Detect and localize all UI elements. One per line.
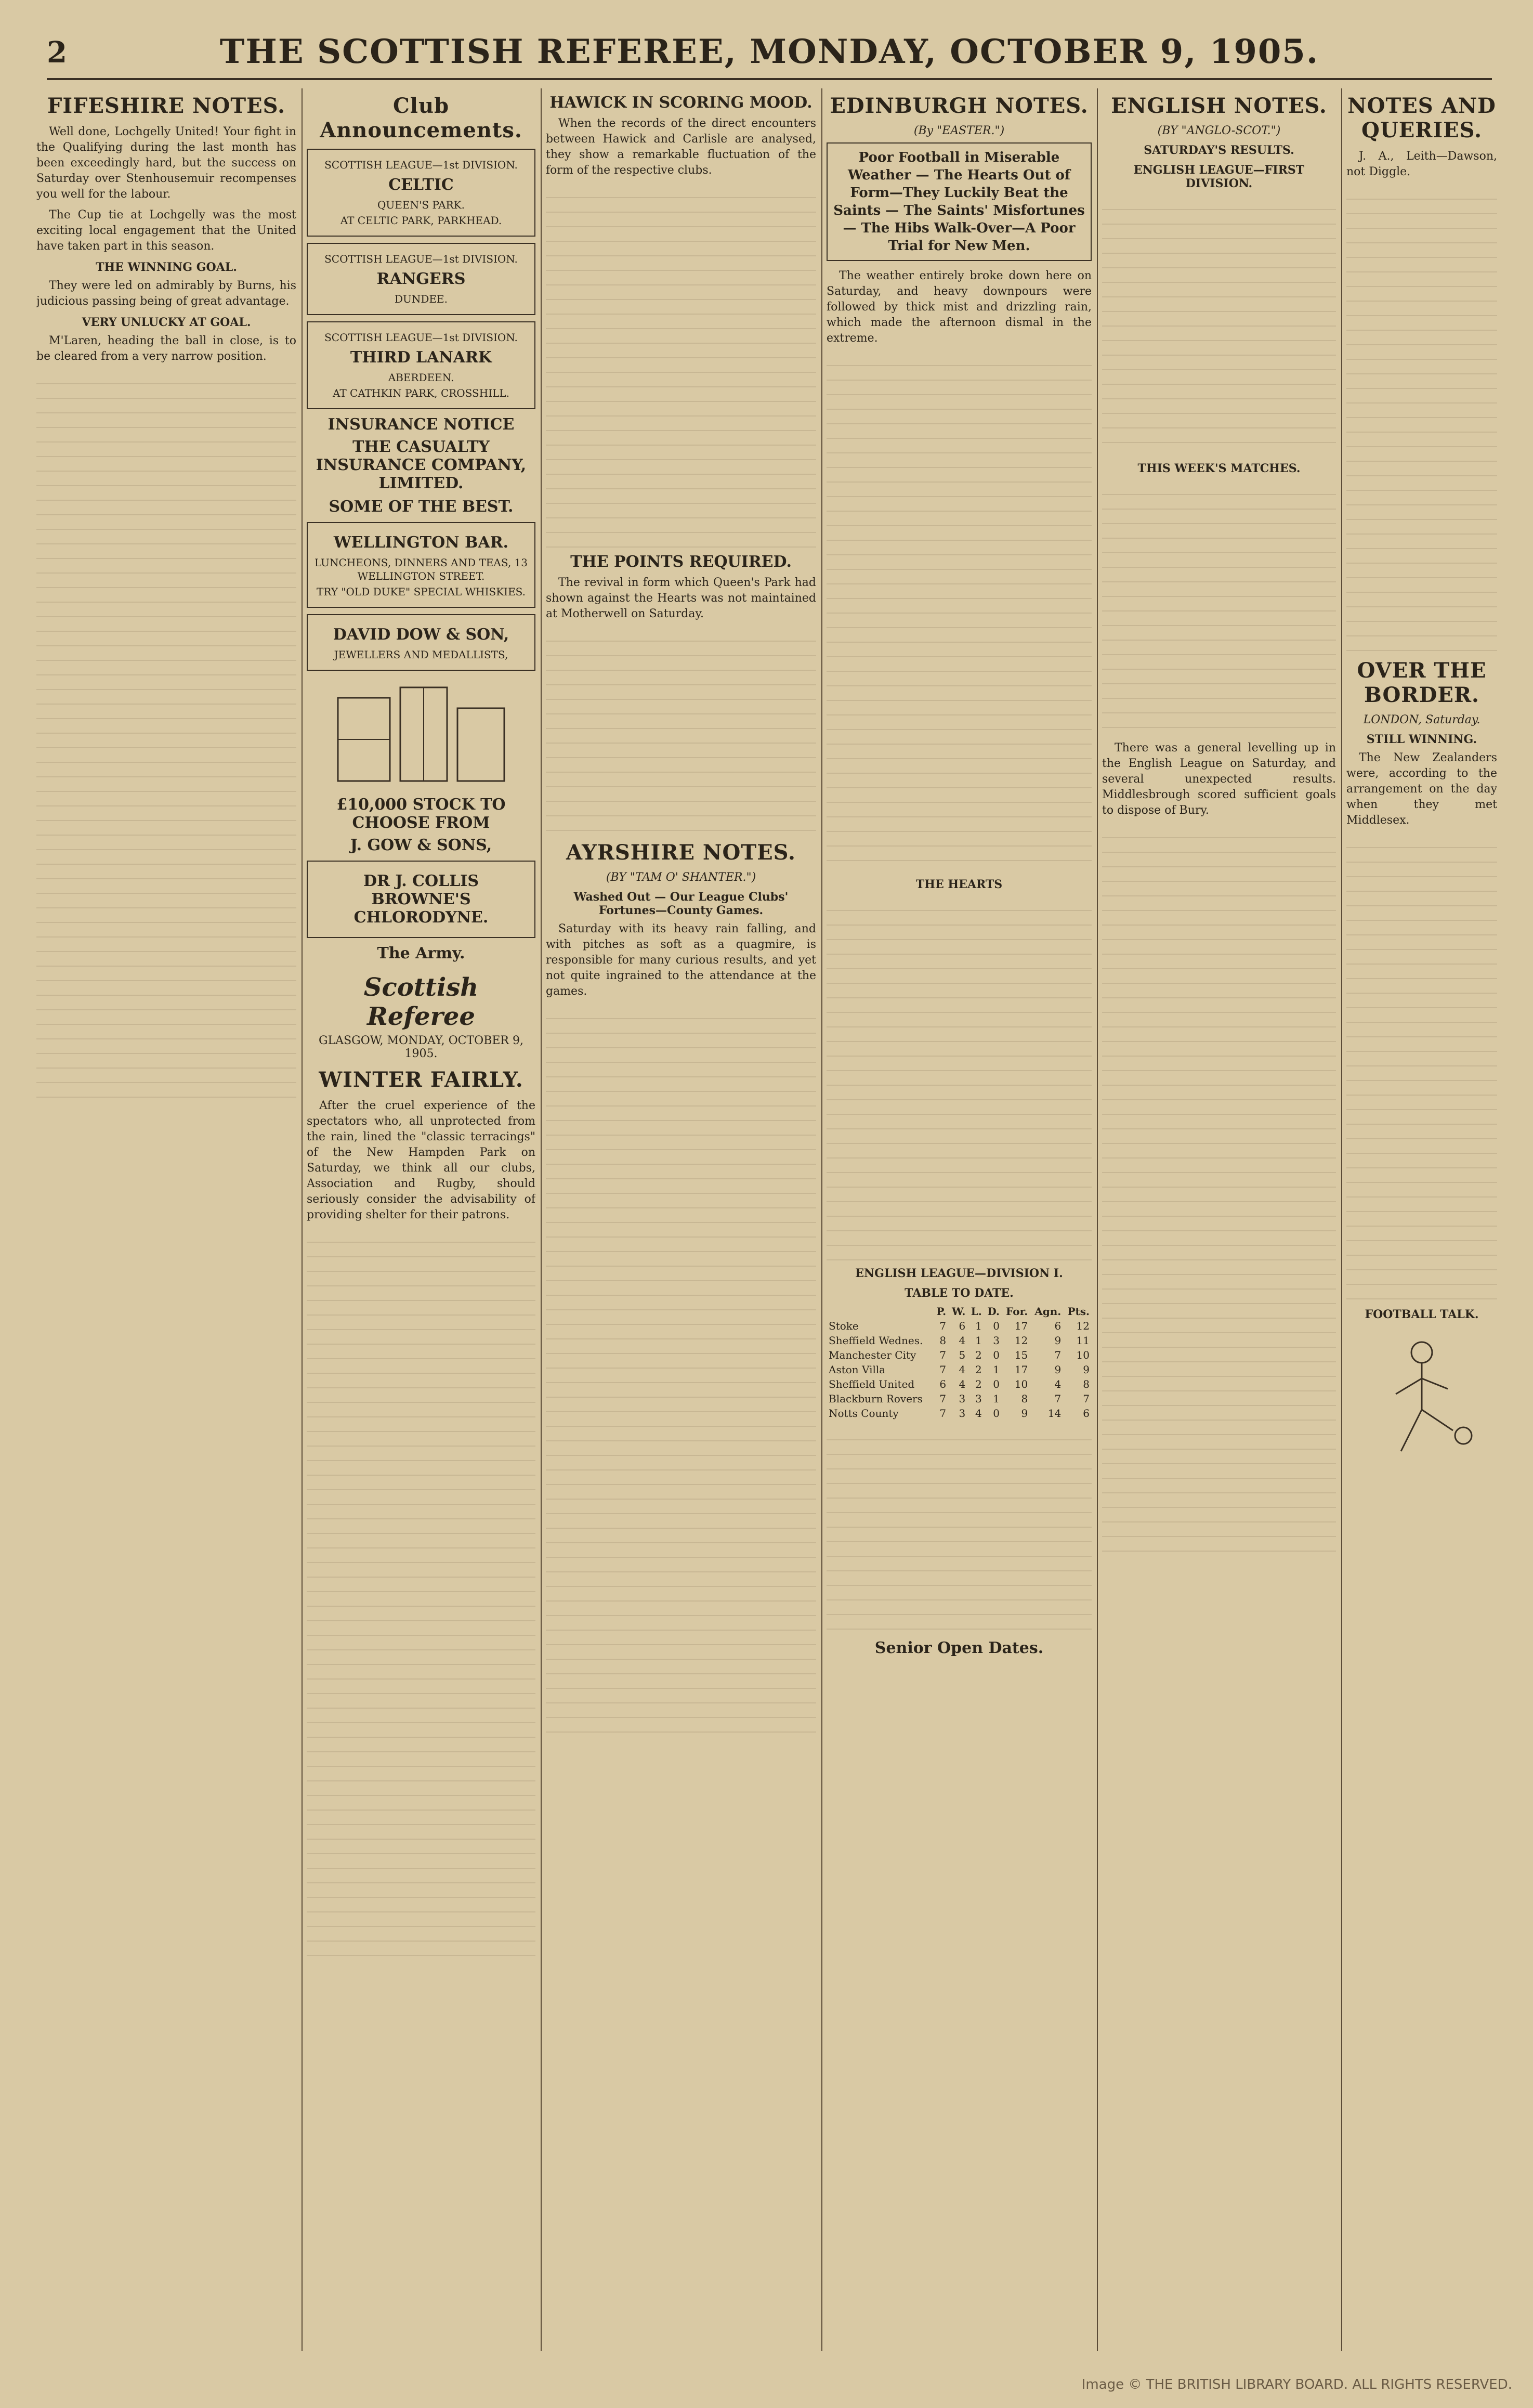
- dow-jewellers-ad: [307, 614, 535, 671]
- ad-line: SCOTTISH LEAGUE—1st DIVISION.: [324, 253, 518, 265]
- table-header-row: [827, 1304, 1092, 1319]
- article-paragraph: The New Zealanders were, according to the arrangement on the day when they met Middlesex.: [1346, 751, 1497, 827]
- table-cell: Blackburn Rovers: [829, 1392, 923, 1405]
- article-heading: OVER THE BORDER.: [1357, 658, 1487, 707]
- article-paragraph: Well done, Lochgelly United! Your fight in the Qualifying during the last month has been exceedingly hard, but the success on Saturday over Stenhousemuir recompenses you well for the labour.: [36, 125, 296, 201]
- table-cell: 7: [939, 1320, 947, 1332]
- ad-line: SCOTTISH LEAGUE—1st DIVISION.: [324, 159, 518, 171]
- table-cell: 17: [1014, 1320, 1028, 1332]
- body-text-block: [546, 627, 816, 835]
- article-heading: FIFESHIRE NOTES.: [47, 94, 286, 118]
- body-text-block: [1346, 834, 1497, 1301]
- article-paragraph: J. A., Leith—Dawson, not Diggle.: [1346, 150, 1497, 178]
- column-edinburgh: [827, 88, 1092, 2351]
- masthead: [47, 21, 1492, 80]
- body-text-block: [546, 1005, 816, 1733]
- section-heading: Club Announcements.: [320, 94, 522, 142]
- ad-line: LUNCHEONS, DINNERS AND TEAS, 13 WELLINGTON STREET.: [314, 556, 528, 582]
- article-heading: NOTES AND QUERIES.: [1347, 94, 1496, 142]
- table-header-cell: L.: [971, 1305, 982, 1318]
- table-cell: Notts County: [829, 1407, 899, 1420]
- article-heading: AYRSHIRE NOTES.: [566, 840, 796, 865]
- article-paragraph: After the cruel experience of the spectators who, all unprotected from the rain, lined the "classic terracings" of the New Hampden Park on Saturday, we think all our clubs, Association and Rugby, should seriously consider the advisability of providing shelter for their patrons.: [307, 1099, 535, 1221]
- subheading: THE WINNING GOAL.: [96, 261, 237, 274]
- table-cell: Stoke: [829, 1320, 859, 1332]
- table-cell: 3: [993, 1334, 1000, 1347]
- table-cell: 9: [1054, 1363, 1062, 1376]
- table-cell: 1: [993, 1363, 1000, 1376]
- table-cell: 4: [959, 1378, 966, 1390]
- newspaper-logo: Scottish Referee: [363, 973, 479, 1031]
- table-cell: 10: [1014, 1378, 1028, 1390]
- body-text-block: [36, 370, 296, 1098]
- table-cell: 0: [993, 1378, 1000, 1390]
- ad-title: CELTIC: [388, 176, 454, 194]
- table-row: [827, 1348, 1092, 1362]
- newspaper-title: THE SCOTTISH REFEREE, MONDAY, OCTOBER 9, 1905.: [219, 32, 1319, 71]
- column-rule: [302, 88, 303, 2351]
- article-paragraph: The Cup tie at Lochgelly was the most exciting local engagement that the United have taken part in this season.: [36, 209, 296, 253]
- ad-line: JEWELLERS AND MEDALLISTS,: [334, 648, 508, 661]
- insurance-title: THE CASUALTY INSURANCE COMPANY, LIMITED.: [316, 438, 527, 492]
- table-cell: Aston Villa: [829, 1363, 886, 1376]
- column-rule: [1341, 88, 1342, 2351]
- ad-title: DAVID DOW & SON,: [333, 626, 509, 644]
- fixtures-list: [1102, 480, 1336, 740]
- table-cell: 0: [993, 1320, 1000, 1332]
- table-row: [827, 1362, 1092, 1377]
- furniture-illustration-icon: [327, 677, 515, 791]
- table-row: [827, 1391, 1092, 1406]
- ad-title: RANGERS: [376, 270, 466, 288]
- ad-line: AT CELTIC PARK, PARKHEAD.: [340, 214, 502, 227]
- table-cell: 6: [1054, 1320, 1062, 1332]
- ad-line: SCOTTISH LEAGUE—1st DIVISION.: [324, 331, 518, 344]
- table-cell: 3: [959, 1392, 966, 1405]
- section-heading: The Army.: [377, 944, 465, 962]
- table-cell: 7: [1054, 1349, 1062, 1361]
- table-cell: 7: [939, 1349, 947, 1361]
- results-list: [1102, 196, 1336, 455]
- column-rule: [541, 88, 542, 2351]
- table-cell: 9: [1054, 1334, 1062, 1347]
- subheading: THE HEARTS: [915, 878, 1003, 891]
- club-ad-celtic: [307, 149, 535, 237]
- table-cell: 1: [975, 1320, 982, 1332]
- article-deck: Washed Out — Our League Clubs' Fortunes—County Games.: [573, 890, 789, 917]
- article-paragraph: The weather entirely broke down here on Saturday, and heavy downpours were followed by thick mist and drizzling rain, which made the afternoon dismal in the extreme.: [827, 269, 1092, 345]
- table-cell: 4: [1054, 1378, 1062, 1390]
- article-paragraph: There was a general levelling up in the English League on Saturday, and several unexpected results. Middlesbrough scored sufficient goals to dispose of Bury.: [1102, 741, 1336, 817]
- section-heading: SOME OF THE BEST.: [329, 498, 514, 516]
- body-text-block: [307, 1228, 535, 1956]
- table-cell: 10: [1076, 1349, 1090, 1361]
- column-english-notes: [1102, 88, 1336, 2351]
- league-table: [827, 1304, 1092, 1421]
- table-subtitle: TABLE TO DATE.: [905, 1286, 1014, 1300]
- ad-title: THIRD LANARK: [350, 348, 492, 367]
- table-row: [827, 1319, 1092, 1333]
- issue-date: GLASGOW, MONDAY, OCTOBER 9, 1905.: [319, 1034, 523, 1060]
- table-cell: 0: [993, 1349, 1000, 1361]
- article-paragraph: The revival in form which Queen's Park had shown against the Hearts was not maintained at Motherwell on Saturday.: [546, 576, 816, 620]
- table-cell: 7: [1083, 1392, 1090, 1405]
- table-header-cell: P.: [936, 1305, 947, 1318]
- article-heading: HAWICK IN SCORING MOOD.: [549, 94, 813, 112]
- table-body: [827, 1319, 1092, 1421]
- table-cell: 7: [1054, 1392, 1062, 1405]
- table-cell: 7: [939, 1407, 947, 1420]
- ad-line: TRY "OLD DUKE" SPECIAL WHISKIES.: [316, 585, 526, 598]
- table-cell: 6: [959, 1320, 966, 1332]
- wellington-bar-ad: [307, 522, 535, 608]
- table-cell: 6: [939, 1378, 947, 1390]
- column-notes-queries: [1346, 88, 1497, 2351]
- table-cell: 11: [1076, 1334, 1090, 1347]
- table-title: ENGLISH LEAGUE—DIVISION I.: [855, 1267, 1063, 1280]
- table-cell: 2: [975, 1363, 982, 1376]
- table-header-cell: Pts.: [1067, 1305, 1090, 1318]
- table-row: [827, 1333, 1092, 1348]
- ad-line: ABERDEEN.: [388, 371, 454, 384]
- body-text-block: [546, 184, 816, 548]
- section-heading: INSURANCE NOTICE: [327, 415, 515, 434]
- stock-ad-title: £10,000 STOCK TO CHOOSE FROM: [336, 796, 506, 832]
- article-deck: Poor Football in Miserable Weather — The Hearts Out of Form—They Luckily Beat the Saints — The Saints' Misfortunes — The Hibs Walk-Over—A Poor Trial for New Men.: [833, 150, 1085, 254]
- table-cell: 1: [975, 1334, 982, 1347]
- article-paragraph: Saturday with its heavy rain falling, and with pitches as soft as a quagmire, is responsible for many curious results, and yet not quite ingrained to the attendance at the games.: [546, 922, 816, 998]
- image-credit: Image © THE BRITISH LIBRARY BOARD. ALL RIGHTS RESERVED.: [1081, 2377, 1512, 2392]
- article-deck-box: [827, 142, 1092, 261]
- club-ad-rangers: [307, 243, 535, 315]
- table-cell: 8: [1021, 1392, 1028, 1405]
- body-text-block: [827, 896, 1092, 1260]
- table-cell: 4: [959, 1334, 966, 1347]
- table-header-cell: [827, 1304, 933, 1319]
- byline: (BY "TAM O' SHANTER."): [606, 871, 756, 884]
- table-cell: 8: [939, 1334, 947, 1347]
- column-rule: [1097, 88, 1098, 2351]
- byline: LONDON, Saturday.: [1363, 713, 1480, 726]
- chlorodyne-ad: [307, 861, 535, 938]
- subheading: VERY UNLUCKY AT GOAL.: [82, 316, 251, 329]
- table-header-cell: D.: [987, 1305, 1000, 1318]
- table-header-cell: For.: [1006, 1305, 1028, 1318]
- body-text-block: [1346, 185, 1497, 653]
- table-cell: 7: [939, 1363, 947, 1376]
- table-cell: 4: [975, 1407, 982, 1420]
- body-text-block: [827, 1426, 1092, 1634]
- byline: (BY "ANGLO-SCOT."): [1157, 124, 1281, 137]
- club-ad-third-lanark: [307, 321, 535, 409]
- table-cell: 7: [939, 1392, 947, 1405]
- table-cell: 12: [1014, 1334, 1028, 1347]
- section-heading: Senior Open Dates.: [874, 1639, 1044, 1657]
- table-cell: 12: [1076, 1320, 1090, 1332]
- body-text-block: [1102, 824, 1336, 1552]
- column-rule: [821, 88, 822, 2351]
- table-header-cell: W.: [951, 1305, 966, 1318]
- table-cell: 14: [1047, 1407, 1062, 1420]
- table-cell: 2: [975, 1378, 982, 1390]
- table-cell: 2: [975, 1349, 982, 1361]
- table-cell: 15: [1014, 1349, 1028, 1361]
- gow-ad-title: J. GOW & SONS,: [350, 836, 492, 854]
- table-cell: 5: [959, 1349, 966, 1361]
- column-fifeshire: [36, 88, 296, 2351]
- table-cell: 3: [975, 1392, 982, 1405]
- table-row: [827, 1377, 1092, 1391]
- table-cell: Sheffield Wednes.: [829, 1334, 923, 1347]
- table-cell: 6: [1083, 1407, 1090, 1420]
- article-heading: THE POINTS REQUIRED.: [570, 553, 792, 571]
- table-cell: 1: [993, 1392, 1000, 1405]
- ad-title: WELLINGTON BAR.: [333, 533, 509, 552]
- byline: (By "EASTER."): [913, 124, 1005, 137]
- ad-line: AT CATHKIN PARK, CROSSHILL.: [332, 387, 510, 399]
- table-cell: 8: [1083, 1378, 1090, 1390]
- ad-title: DR J. COLLIS BROWNE'S CHLORODYNE.: [353, 872, 489, 927]
- table-header-cell: Agn.: [1034, 1305, 1062, 1318]
- ad-line: DUNDEE.: [395, 293, 448, 305]
- column-announcements: [307, 88, 535, 2351]
- subheading: THIS WEEK'S MATCHES.: [1137, 462, 1301, 475]
- football-kicker-illustration-icon: [1365, 1332, 1479, 1467]
- ad-line: QUEEN'S PARK.: [377, 199, 465, 211]
- table-cell: Manchester City: [829, 1349, 916, 1361]
- page-number: 2: [47, 35, 67, 70]
- subheading: STILL WINNING.: [1366, 733, 1477, 746]
- table-cell: 17: [1014, 1363, 1028, 1376]
- article-heading: WINTER FAIRLY.: [319, 1068, 523, 1092]
- column-hawick-ayrshire: [546, 88, 816, 2351]
- article-heading: ENGLISH NOTES.: [1111, 94, 1327, 118]
- table-cell: 0: [993, 1407, 1000, 1420]
- article-paragraph: When the records of the direct encounters between Hawick and Carlisle are analysed, they show a remarkable fluctuation of the form of the respective clubs.: [546, 117, 816, 177]
- subheading: SATURDAY'S RESULTS.: [1144, 144, 1294, 157]
- table-cell: 9: [1083, 1363, 1090, 1376]
- subheading: ENGLISH LEAGUE—FIRST DIVISION.: [1133, 163, 1305, 190]
- article-paragraph: They were led on admirably by Burns, his judicious passing being of great advantage.: [36, 279, 296, 308]
- article-paragraph: M'Laren, heading the ball in close, is to be cleared from a very narrow position.: [36, 334, 296, 363]
- body-text-block: [827, 352, 1092, 871]
- article-heading: EDINBURGH NOTES.: [830, 94, 1089, 118]
- table-cell: 3: [959, 1407, 966, 1420]
- table-cell: Sheffield United: [829, 1378, 915, 1390]
- table-cell: 4: [959, 1363, 966, 1376]
- table-cell: 9: [1021, 1407, 1028, 1420]
- table-row: [827, 1406, 1092, 1421]
- subheading: FOOTBALL TALK.: [1365, 1308, 1479, 1321]
